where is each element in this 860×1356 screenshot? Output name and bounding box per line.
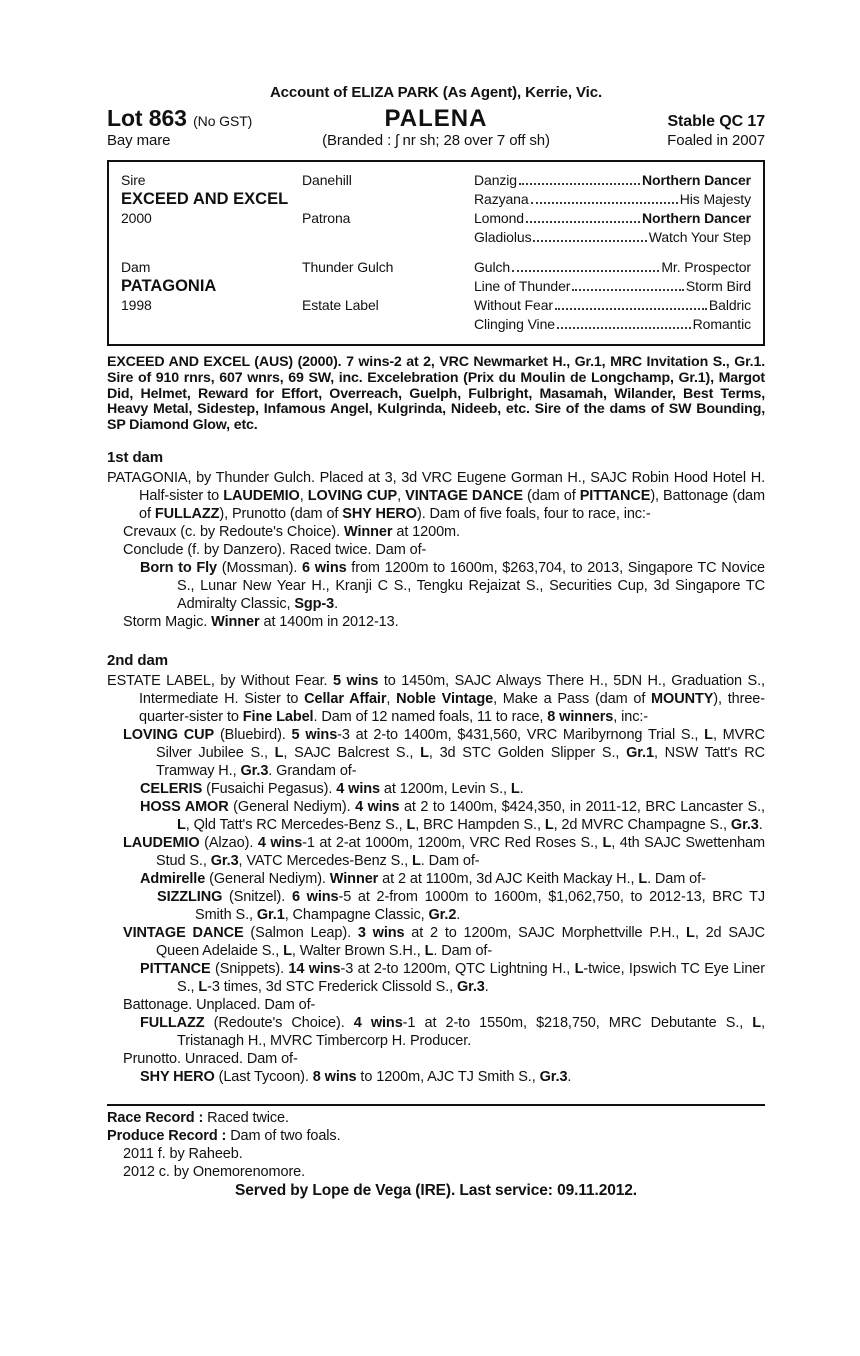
gen3-left: Danzig	[474, 172, 517, 188]
foaled-year: Foaled in 2007	[667, 132, 765, 149]
dotted-leader	[572, 289, 684, 291]
lot-row	[107, 105, 765, 132]
paragraph-crevaux: Crevaux (c. by Redoute's Choice). Winner at 1200m.	[123, 523, 460, 540]
pedigree-row	[474, 315, 751, 334]
pedigree-row	[474, 190, 751, 209]
paragraph-laudemio: LAUDEMIO (Alzao). 4 wins-1 at 2-at 1000m, 1200m, VRC Red Roses S., L, 4th SAJC Swettenham Stud S., Gr.3, VATC Mercedes-Benz S., L. Dam of-	[123, 834, 765, 869]
sire-parent-2: Patrona	[302, 210, 351, 226]
foal-line-2011: 2011 f. by Raheeb.	[123, 1145, 243, 1162]
gst-note: (No GST)	[193, 113, 253, 129]
description-row	[107, 132, 765, 150]
sire-year: 2000	[121, 210, 152, 226]
dotted-leader	[533, 240, 646, 242]
pedigree-row	[474, 296, 751, 315]
sire-role-label: Sire	[121, 172, 146, 188]
horse-name: PALENA	[384, 105, 488, 132]
dotted-leader	[519, 183, 640, 185]
race-record-line: Race Record : Raced twice.	[107, 1109, 289, 1126]
sire-summary-paragraph: EXCEED AND EXCEL (AUS) (2000). 7 wins-2 at 2, VRC Newmarket H., Gr.1, MRC Invitation S., Gr.1. Sire of 910 rnrs, 607 wnrs, 69 SW, inc. Excelebration (Prix du Moulin de Longchamp, Gr.1), Margot Did, Helmet, Reward for Effort, Overreach, Guelph, Fulbright, Masamah, Wilander, Best Terms, Heavy Metal, Sidestep, Infamous Angel, Kulgrinda, Nideeb, etc. Sire of the dams of SW Bounding, SP Diamond Glow, etc.	[107, 354, 765, 434]
gen3-left: Line of Thunder	[474, 278, 571, 294]
paragraph-prunotto: Prunotto. Unraced. Dam of-	[123, 1050, 298, 1067]
gen3-right: Northern Dancer	[642, 210, 751, 226]
first-dam-heading: 1st dam	[107, 448, 163, 466]
pedigree-row	[474, 209, 751, 228]
horse-sex-colour: Bay mare	[107, 132, 171, 149]
gen3-right: Romantic	[692, 316, 751, 332]
gen3-left: Gulch	[474, 259, 511, 275]
pedigree-row	[474, 171, 751, 190]
gen3-right: Watch Your Step	[648, 229, 751, 245]
second-dam-heading: 2nd dam	[107, 651, 168, 669]
pedigree-sire-half	[121, 171, 751, 247]
foal-line-2012: 2012 c. by Onemorenomore.	[123, 1163, 306, 1180]
gen3-right: Storm Bird	[685, 278, 751, 294]
gen3-left: Without Fear	[474, 297, 553, 313]
paragraph-patagonia: PATAGONIA, by Thunder Gulch. Placed at 3, 3d VRC Eugene Gorman H., SAJC Robin Hood Hotel H. Half-sister to LAUDEMIO, LOVING CUP, VINTAGE DANCE (dam of PITTANCE), Battonage (dam of FULLAZZ), Prunotto (dam of SHY HERO). Dam of five foals, four to race, inc:-	[107, 469, 765, 522]
gen3-left: Clinging Vine	[474, 316, 555, 332]
gen3-right: His Majesty	[679, 191, 751, 207]
dotted-leader	[555, 308, 707, 310]
gen3-right: Mr. Prospector	[661, 259, 751, 275]
pedigree-row	[474, 258, 751, 277]
paragraph-loving-cup: LOVING CUP (Bluebird). 5 wins-3 at 2-to 1400m, $431,560, VRC Maribyrnong Trial S., L, MVRC Silver Jubilee S., L, SAJC Balcrest S., L, 3d STC Golden Slipper S., Gr.1, NSW Tatt's RC Tramway H., Gr.3. Grandam of-	[123, 726, 765, 779]
gen3-left: Lomond	[474, 210, 524, 226]
paragraph-fullazz: FULLAZZ (Redoute's Choice). 4 wins-1 at 2-to 1550m, $218,750, MRC Debutante S., L, Tristanagh H., MVRC Timbercorp H. Producer.	[140, 1014, 765, 1049]
sire-parent-1: Danehill	[302, 172, 352, 188]
paragraph-shy-hero: SHY HERO (Last Tycoon). 8 wins to 1200m, AJC TJ Smith S., Gr.3.	[140, 1068, 572, 1085]
paragraph-hoss-amor: HOSS AMOR (General Nediym). 4 wins at 2 to 1400m, $424,350, in 2011-12, BRC Lancaster S., L, Qld Tatt's RC Mercedes-Benz S., L, BRC Hampden S., L, 2d MVRC Champagne S., Gr.3.	[140, 798, 765, 833]
dam-role-label: Dam	[121, 259, 151, 275]
dotted-leader	[531, 202, 678, 204]
paragraph-born-to-fly: Born to Fly (Mossman). 6 wins from 1200m to 1600m, $263,704, to 2013, Singapore TC Novice S., Lunar New Year H., Kranji C S., Tengku Rejaizat S., Securities Cup, 3d Singapore TC Admiralty Classic, Sgp-3.	[140, 559, 765, 612]
lot-left	[107, 105, 385, 131]
lot-number: Lot 863	[107, 105, 187, 131]
dam-year: 1998	[121, 297, 152, 313]
dotted-leader	[526, 221, 640, 223]
dam-parent-2: Estate Label	[302, 297, 379, 313]
paragraph-storm-magic: Storm Magic. Winner at 1400m in 2012-13.	[123, 613, 399, 630]
paragraph-battonage: Battonage. Unplaced. Dam of-	[123, 996, 316, 1013]
served-by-line: Served by Lope de Vega (IRE). Last service: 09.11.2012.	[234, 1181, 637, 1199]
brand-description: (Branded : ʃ nr sh; 28 over 7 off sh)	[322, 132, 550, 149]
divider-rule	[107, 1104, 765, 1106]
gen3-left: Razyana	[474, 191, 529, 207]
pedigree-table	[107, 160, 765, 346]
gen3-left: Gladiolus	[474, 229, 532, 245]
pedigree-row	[474, 228, 751, 247]
produce-record-line: Produce Record : Dam of two foals.	[107, 1127, 341, 1144]
pedigree-dam-half	[121, 258, 751, 334]
page-content	[107, 0, 765, 1200]
dam-name: PATAGONIA	[121, 277, 217, 295]
pedigree-row	[474, 277, 751, 296]
paragraph-admirelle: Admirelle (General Nediym). Winner at 2 at 1100m, 3d AJC Keith Mackay H., L. Dam of-	[140, 870, 706, 887]
sire-name: EXCEED AND EXCEL	[121, 190, 289, 208]
paragraph-estate-label: ESTATE LABEL, by Without Fear. 5 wins to 1450m, SAJC Always There H., 5DN H., Graduation S., Intermediate H. Sister to Cellar Affair, Noble Vintage, Make a Pass (dam of MOUNTY), three-quarter-sister to Fine Label. Dam of 12 named foals, 11 to race, 8 winners, inc:-	[107, 672, 765, 725]
paragraph-pittance: PITTANCE (Snippets). 14 wins-3 at 2-to 1200m, QTC Lightning H., L-twice, Ipswich TC Eye Liner S., L-3 times, 3d STC Frederick Clissold S., Gr.3.	[140, 960, 765, 995]
paragraph-vintage-dance: VINTAGE DANCE (Salmon Leap). 3 wins at 2 to 1200m, SAJC Morphettville P.H., L, 2d SAJC Queen Adelaide S., L, Walter Brown S.H., L. Dam of-	[123, 924, 765, 959]
dam-parent-1: Thunder Gulch	[302, 259, 394, 275]
stable-number: Stable QC 17	[667, 113, 765, 130]
paragraph-conclude: Conclude (f. by Danzero). Raced twice. Dam of-	[123, 541, 427, 558]
gen3-right: Baldric	[708, 297, 751, 313]
dotted-leader	[557, 327, 691, 329]
dotted-leader	[512, 270, 659, 272]
paragraph-celeris: CELERIS (Fusaichi Pegasus). 4 wins at 1200m, Levin S., L.	[140, 780, 524, 797]
paragraph-sizzling: SIZZLING (Snitzel). 6 wins-5 at 2-from 1000m to 1600m, $1,062,750, to 2012-13, BRC TJ Smith S., Gr.1, Champagne Classic, Gr.2.	[157, 888, 765, 923]
gen3-right: Northern Dancer	[642, 172, 751, 188]
account-line: Account of ELIZA PARK (As Agent), Kerrie, Vic.	[269, 84, 603, 101]
